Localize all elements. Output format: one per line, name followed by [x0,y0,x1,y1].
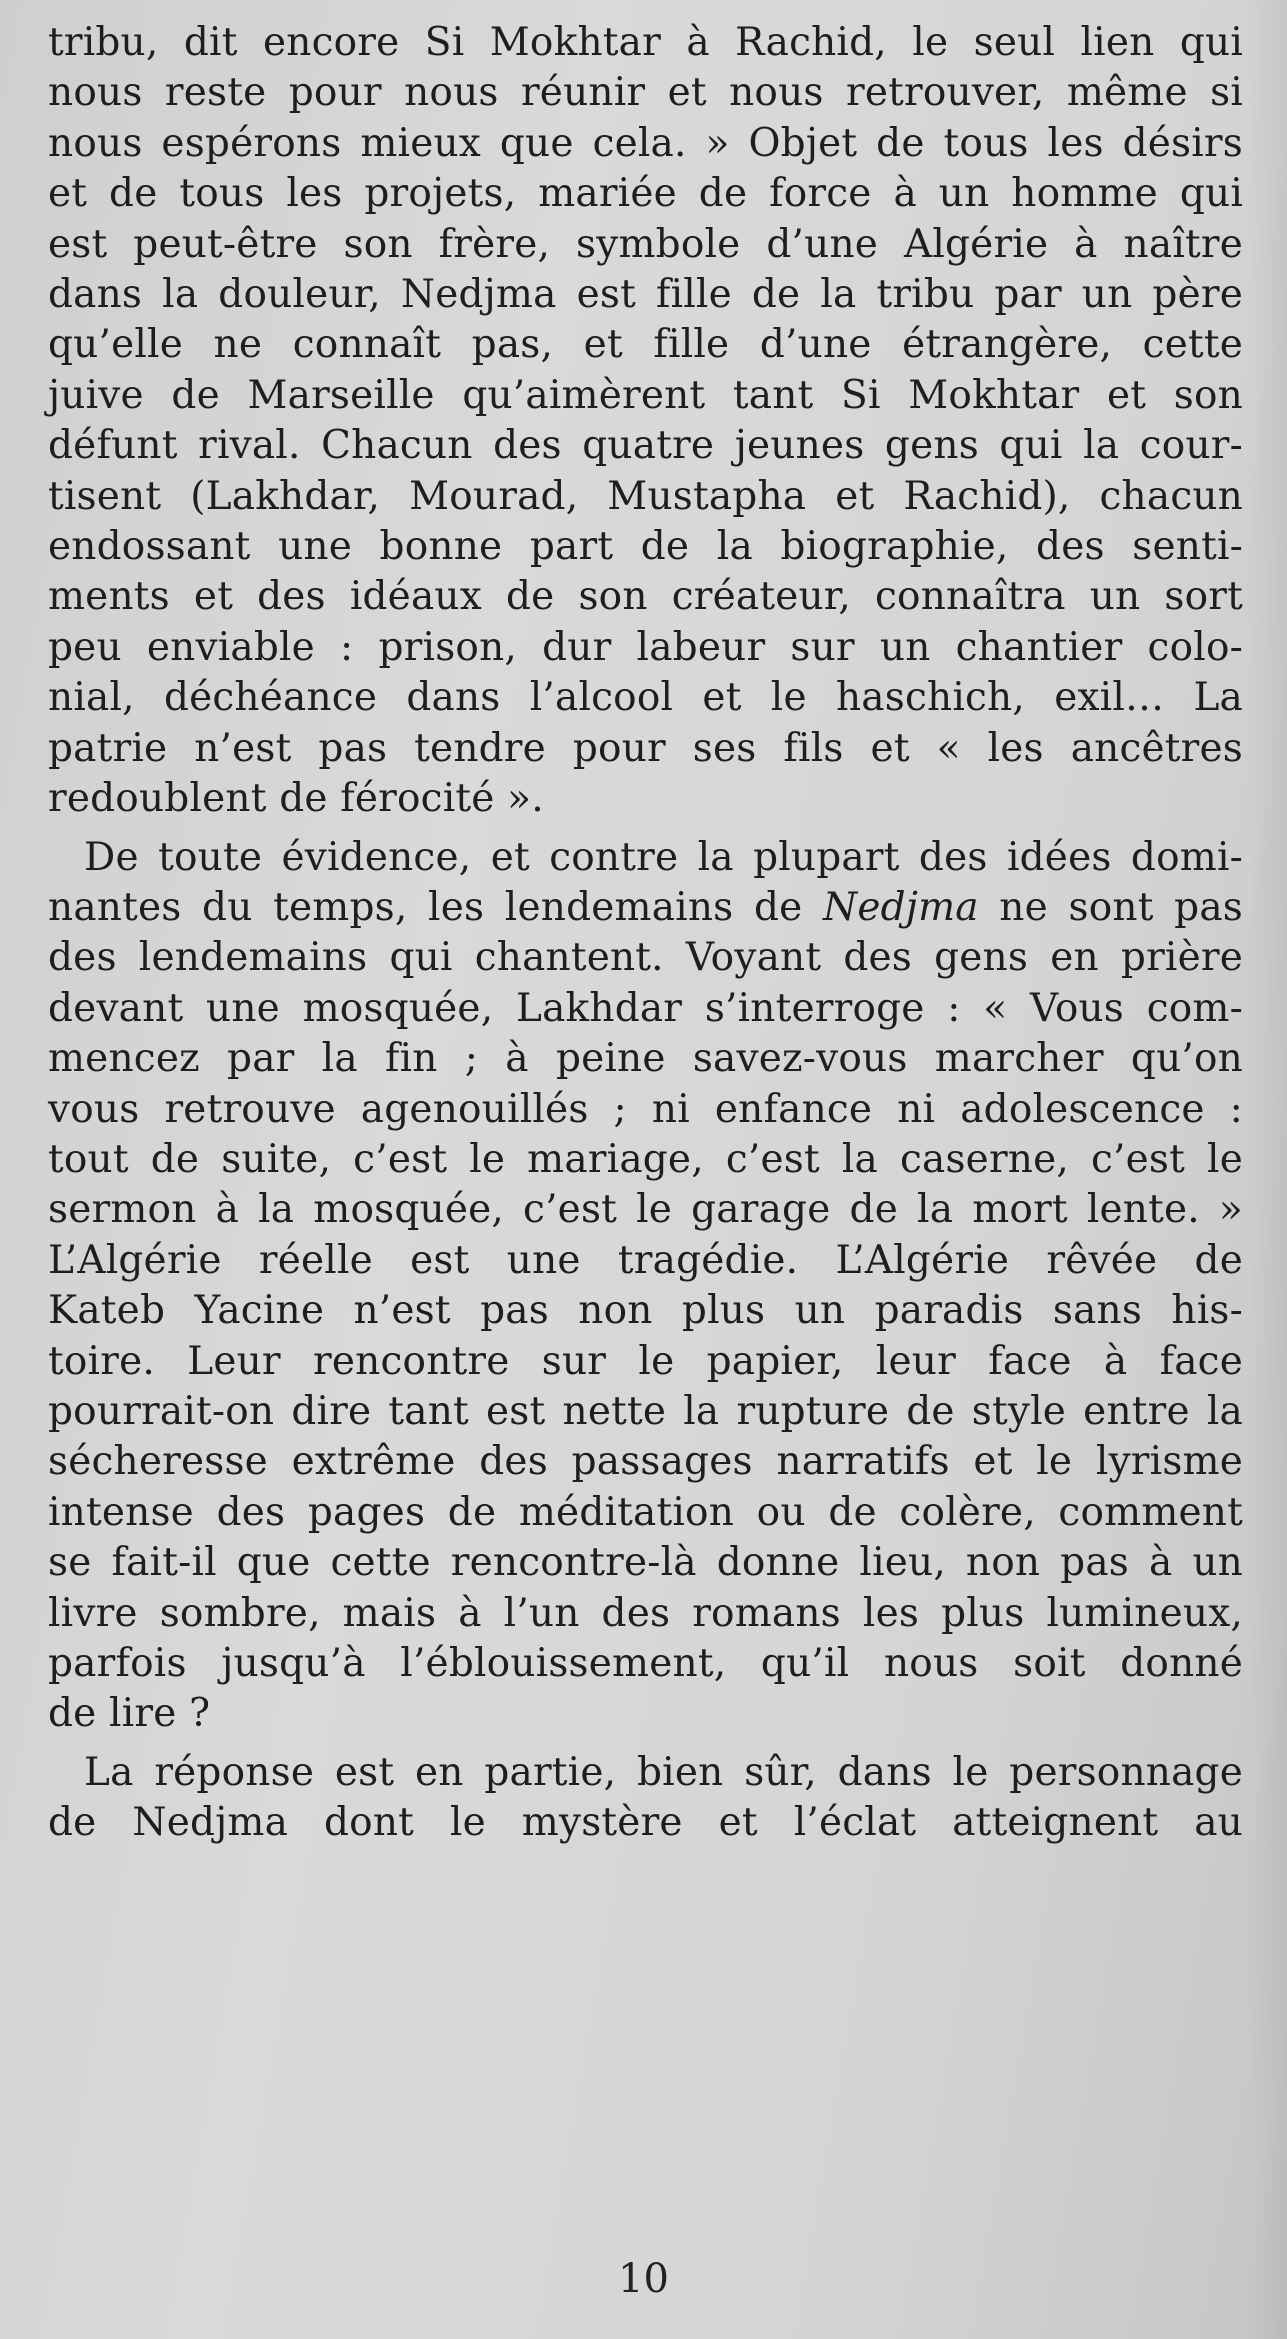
text-line: de Nedjma dont le mystère et l’éclat atteignent au [48,1800,1243,1846]
text-line: nial, déchéance dans l’alcool et le haschich, exil… La [48,675,1243,721]
text-line: vous retrouve agenouillés ; ni enfance ni adolescence : [48,1086,1243,1132]
text-line: juive de Marseille qu’aimèrent tant Si Mokhtar et son [48,372,1243,418]
text-line: de lire ? [48,1691,211,1737]
text-line: mencez par la fin ; à peine savez-vous marcher qu’on [48,1036,1243,1082]
body-text [48,18,1243,1849]
text-line: et de tous les projets, mariée de force à un homme qui [48,171,1243,217]
text-line: nous reste pour nous réunir et nous retrouver, même si [48,70,1243,116]
text-line: endossant une bonne part de la biographie, des senti- [48,524,1243,570]
text-line: des lendemains qui chantent. Voyant des gens en prière [48,935,1243,981]
text-line: nous espérons mieux que cela. » Objet de tous les désirs [48,120,1243,166]
text-line: redoublent de férocité ». [48,776,544,822]
text-line: qu’elle ne connaît pas, et fille d’une étrangère, cette [48,322,1243,368]
text-line: pourrait-on dire tant est nette la rupture de style entre la [48,1388,1243,1434]
text-line: sermon à la mosquée, c’est le garage de la mort lente. » [48,1187,1243,1233]
text-line: ments et des idéaux de son créateur, connaîtra un sort [48,574,1243,620]
text-line: parfois jusqu’à l’éblouissement, qu’il nous soit donné [48,1641,1243,1686]
text-line: peu enviable : prison, dur labeur sur un chantier colo- [48,624,1243,670]
text-line: L’Algérie réelle est une tragédie. L’Algérie rêvée de [48,1237,1243,1283]
text-line: nantes du temps, les lendemains de Nedjma ne sont pas [48,884,1244,930]
text-line: tisent (Lakhdar, Mourad, Mustapha et Rachid), chacun [48,473,1243,519]
text-line: La réponse est en partie, bien sûr, dans le personnage [84,1749,1243,1795]
text-line: tout de suite, c’est le mariage, c’est la caserne, c’est le [48,1136,1243,1182]
text-line: livre sombre, mais à l’un des romans les plus lumineux, [48,1590,1243,1636]
text-line: devant une mosquée, Lakhdar s’interroge : « Vous com- [48,985,1243,1031]
page-edge-shadow [1247,0,1287,2339]
text-line: De toute évidence, et contre la plupart des idées domi- [84,834,1243,880]
text-line: défunt rival. Chacun des quatre jeunes gens qui la cour- [48,423,1243,469]
text-line: dans la douleur, Nedjma est fille de la tribu par un père [48,272,1243,318]
text-line: toire. Leur rencontre sur le papier, leur face à face [48,1338,1243,1384]
text-line: se fait-il que cette rencontre-là donne lieu, non pas à un [48,1540,1243,1586]
text-line: tribu, dit encore Si Mokhtar à Rachid, le seul lien qui [48,20,1243,65]
text-line: patrie n’est pas tendre pour ses fils et « les ancêtres [48,725,1243,771]
text-line: est peut-être son frère, symbole d’une Algérie à naître [48,221,1243,267]
text-line: intense des pages de méditation ou de colère, comment [48,1489,1243,1535]
text-line: Kateb Yacine n’est pas non plus un paradis sans his- [48,1288,1243,1334]
text-line: sécheresse extrême des passages narratifs et le lyrisme [48,1439,1243,1485]
paragraph-3 [48,1748,1243,1849]
paragraph-1 [48,18,1243,825]
page-number: 10 [618,2256,669,2302]
paragraph-2 [48,833,1243,1740]
